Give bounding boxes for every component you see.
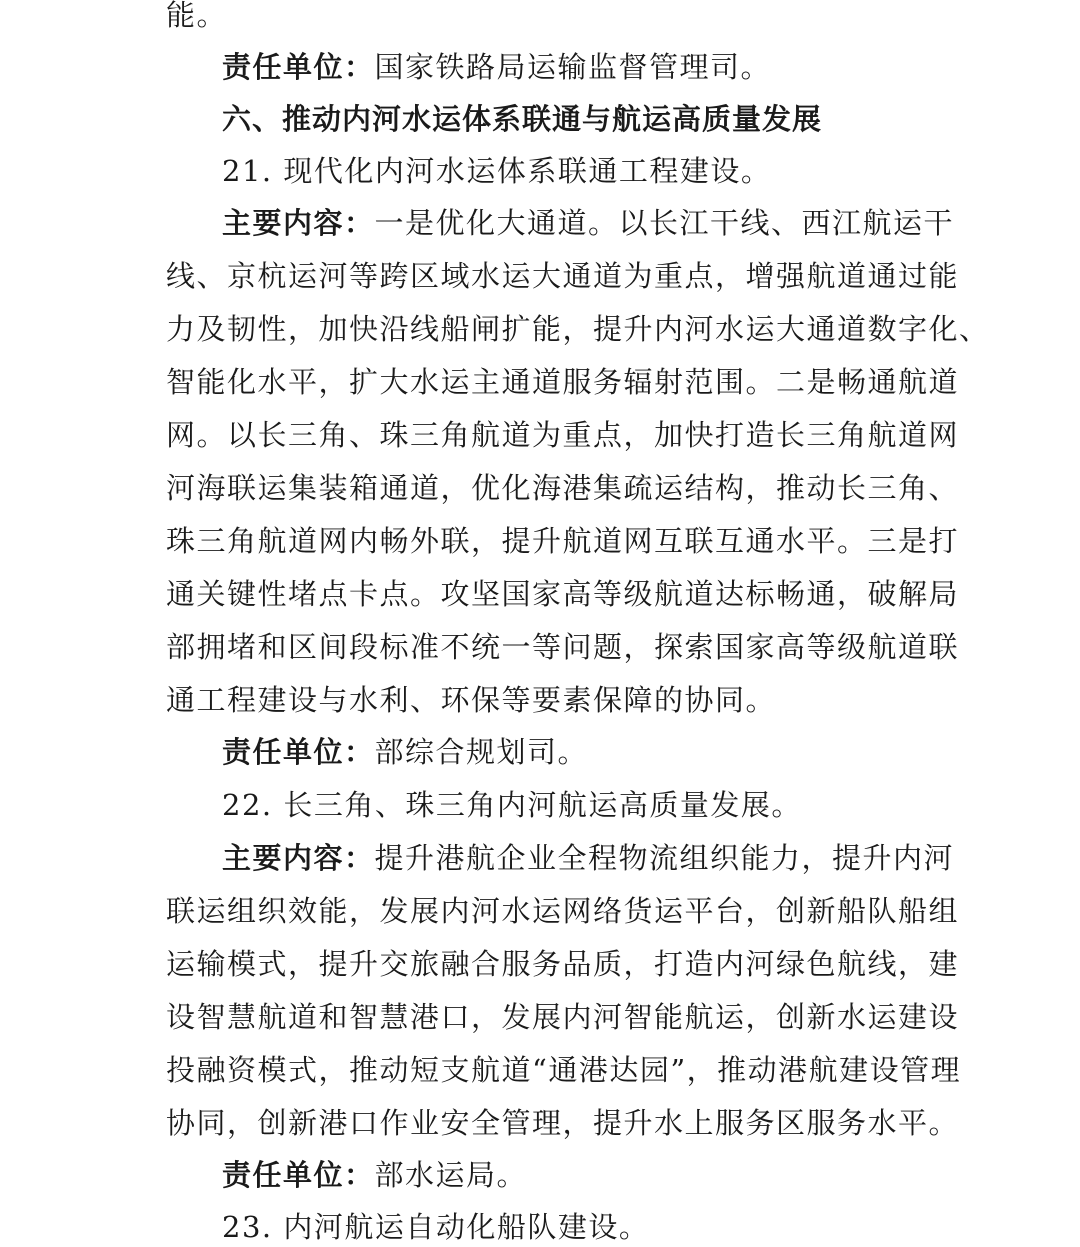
text-line: 联运组织效能，发展内河水运网络货运平台，创新船队船组 [166, 894, 960, 928]
label: 责任单位： [222, 50, 375, 84]
label: 主要内容： [222, 841, 375, 875]
section-heading: 六、推动内河水运体系联通与航运高质量发展 [222, 102, 823, 136]
item-title: 22. 长三角、珠三角内河航运高质量发展。 [222, 788, 802, 822]
text: 国家铁路局运输监督管理司。 [374, 50, 772, 84]
text-line: 智能化水平，扩大水运主通道服务辐射范围。二是畅通航道 [166, 365, 960, 399]
responsible-unit-line [222, 732, 922, 772]
main-content-line [222, 838, 955, 878]
text: 提升港航企业全程物流组织能力，提升内河 [374, 841, 955, 875]
responsible-unit-line [222, 1155, 922, 1195]
text-line: 运输模式，提升交旅融合服务品质，打造内河绿色航线，建 [166, 947, 960, 981]
text-line: 通工程建设与水利、环保等要素保障的协同。 [166, 683, 777, 717]
label: 主要内容： [222, 206, 375, 240]
text-line: 线、京杭运河等跨区域水运大通道为重点，增强航道通过能 [166, 259, 960, 293]
item-title: 23. 内河航运自动化船队建设。 [222, 1210, 650, 1244]
text: 一是优化大通道。以长江干线、西江航运干 [374, 206, 955, 240]
text-line: 通关键性堵点卡点。攻坚国家高等级航道达标畅通，破解局 [166, 577, 960, 611]
text-line: 部拥堵和区间段标准不统一等问题，探索国家高等级航道联 [166, 630, 960, 664]
text-line: 网。以长三角、珠三角航道为重点，加快打造长三角航道网 [166, 418, 960, 452]
text-line: 力及韧性，加快沿线船闸扩能，提升内河水运大通道数字化、 [166, 312, 990, 346]
text-line: 投融资模式，推动短支航道“通港达园”，推动港航建设管理 [166, 1053, 962, 1087]
text-line: 珠三角航道网内畅外联，提升航道网互联互通水平。三是打 [166, 524, 960, 558]
item-title: 21. 现代化内河水运体系联通工程建设。 [222, 154, 772, 188]
label: 责任单位： [222, 1158, 375, 1192]
text-line: 设智慧航道和智慧港口，发展内河智能航运，创新水运建设 [166, 1000, 960, 1034]
text-line: 协同，创新港口作业安全管理，提升水上服务区服务水平。 [166, 1106, 960, 1140]
text-line: 能。 [166, 0, 228, 32]
text: 部水运局。 [374, 1158, 528, 1192]
label: 责任单位： [222, 735, 375, 769]
text: 部综合规划司。 [374, 735, 589, 769]
main-content-line [222, 203, 955, 243]
text-line: 河海联运集装箱通道，优化海港集疏运结构，推动长三角、 [166, 471, 960, 505]
responsible-unit-line [222, 47, 922, 87]
